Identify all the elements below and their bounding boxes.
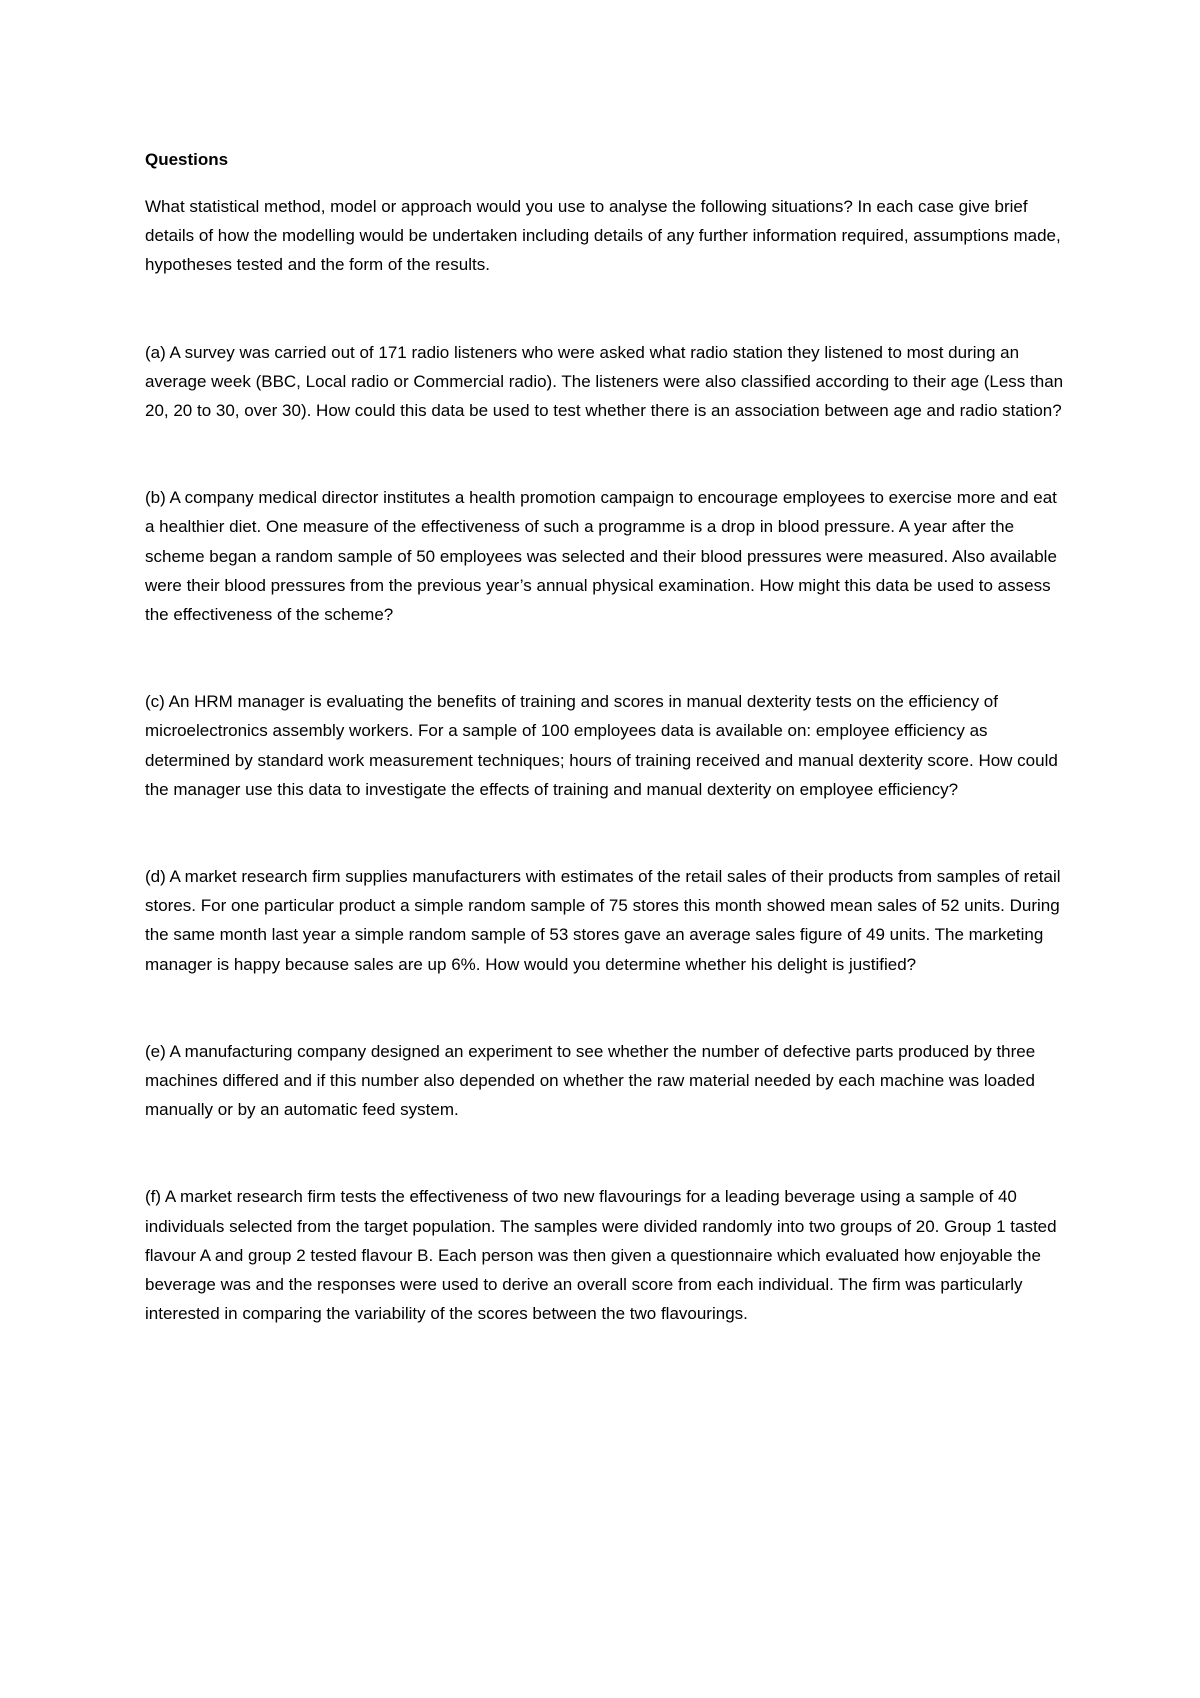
question-e: (e) A manufacturing company designed an experiment to see whether the number of defective parts produced by three machines differed and if this number also depended on whether the raw material needed by each machine was loaded manually or by an automatic feed system. — [145, 1041, 1036, 1120]
question-d: (d) A market research firm supplies manufacturers with estimates of the retail sales of their products from samples of retail stores. For one particular product a simple random sample of 75 stores this month showed mean sales of 52 units. During the same month last year a simple random sample of 53 stores gave an average sales figure of 49 units. The marketing manager is happy because sales are up 6%. How would you determine whether his delight is justified? — [145, 867, 1061, 974]
question-a: (a) A survey was carried out of 171 radio listeners who were asked what radio station they listened to most during an average week (BBC, Local radio or Commercial radio). The listeners were also classified according to their age (Less than 20, 20 to 30, over 30). How could this data be used to test whether there is an association between age and radio station? — [145, 342, 1064, 421]
intro-paragraph: What statistical method, model or approach would you use to analyse the following situations? In each case give brief details of how the modelling would be undertaken including details of any further information required, assumptions made, hypotheses tested and the form of the results. — [145, 197, 1061, 275]
question-b: (b) A company medical director institutes a health promotion campaign to encourage employees to exercise more and eat a healthier diet. One measure of the effectiveness of such a programme is a drop in blood pressure. A year after the scheme began a random sample of 50 employees was selected and their blood pressures were measured. Also available were their blood pressures from the previous year’s annual physical examination. How might this data be used to assess the effectiveness of the scheme? — [145, 488, 1057, 625]
document-heading: Questions — [145, 150, 229, 169]
document-body — [145, 145, 1065, 1386]
question-c: (c) An HRM manager is evaluating the benefits of training and scores in manual dexterity tests on the efficiency of microelectronics assembly workers. For a sample of 100 employees data is available on: employee efficiency as determined by standard work measurement techniques; hours of training received and manual dexterity score. How could the manager use this data to investigate the effects of training and manual dexterity on employee efficiency? — [145, 692, 1058, 799]
question-f: (f) A market research firm tests the effectiveness of two new flavourings for a leading beverage using a sample of 40 individuals selected from the target population. The samples were divided randomly into two groups of 20. Group 1 tasted flavour A and group 2 tested flavour B. Each person was then given a questionnaire which evaluated how enjoyable the beverage was and the responses were used to derive an overall score from each individual. The firm was particularly interested in comparing the variability of the scores between the two flavourings. — [145, 1187, 1057, 1324]
